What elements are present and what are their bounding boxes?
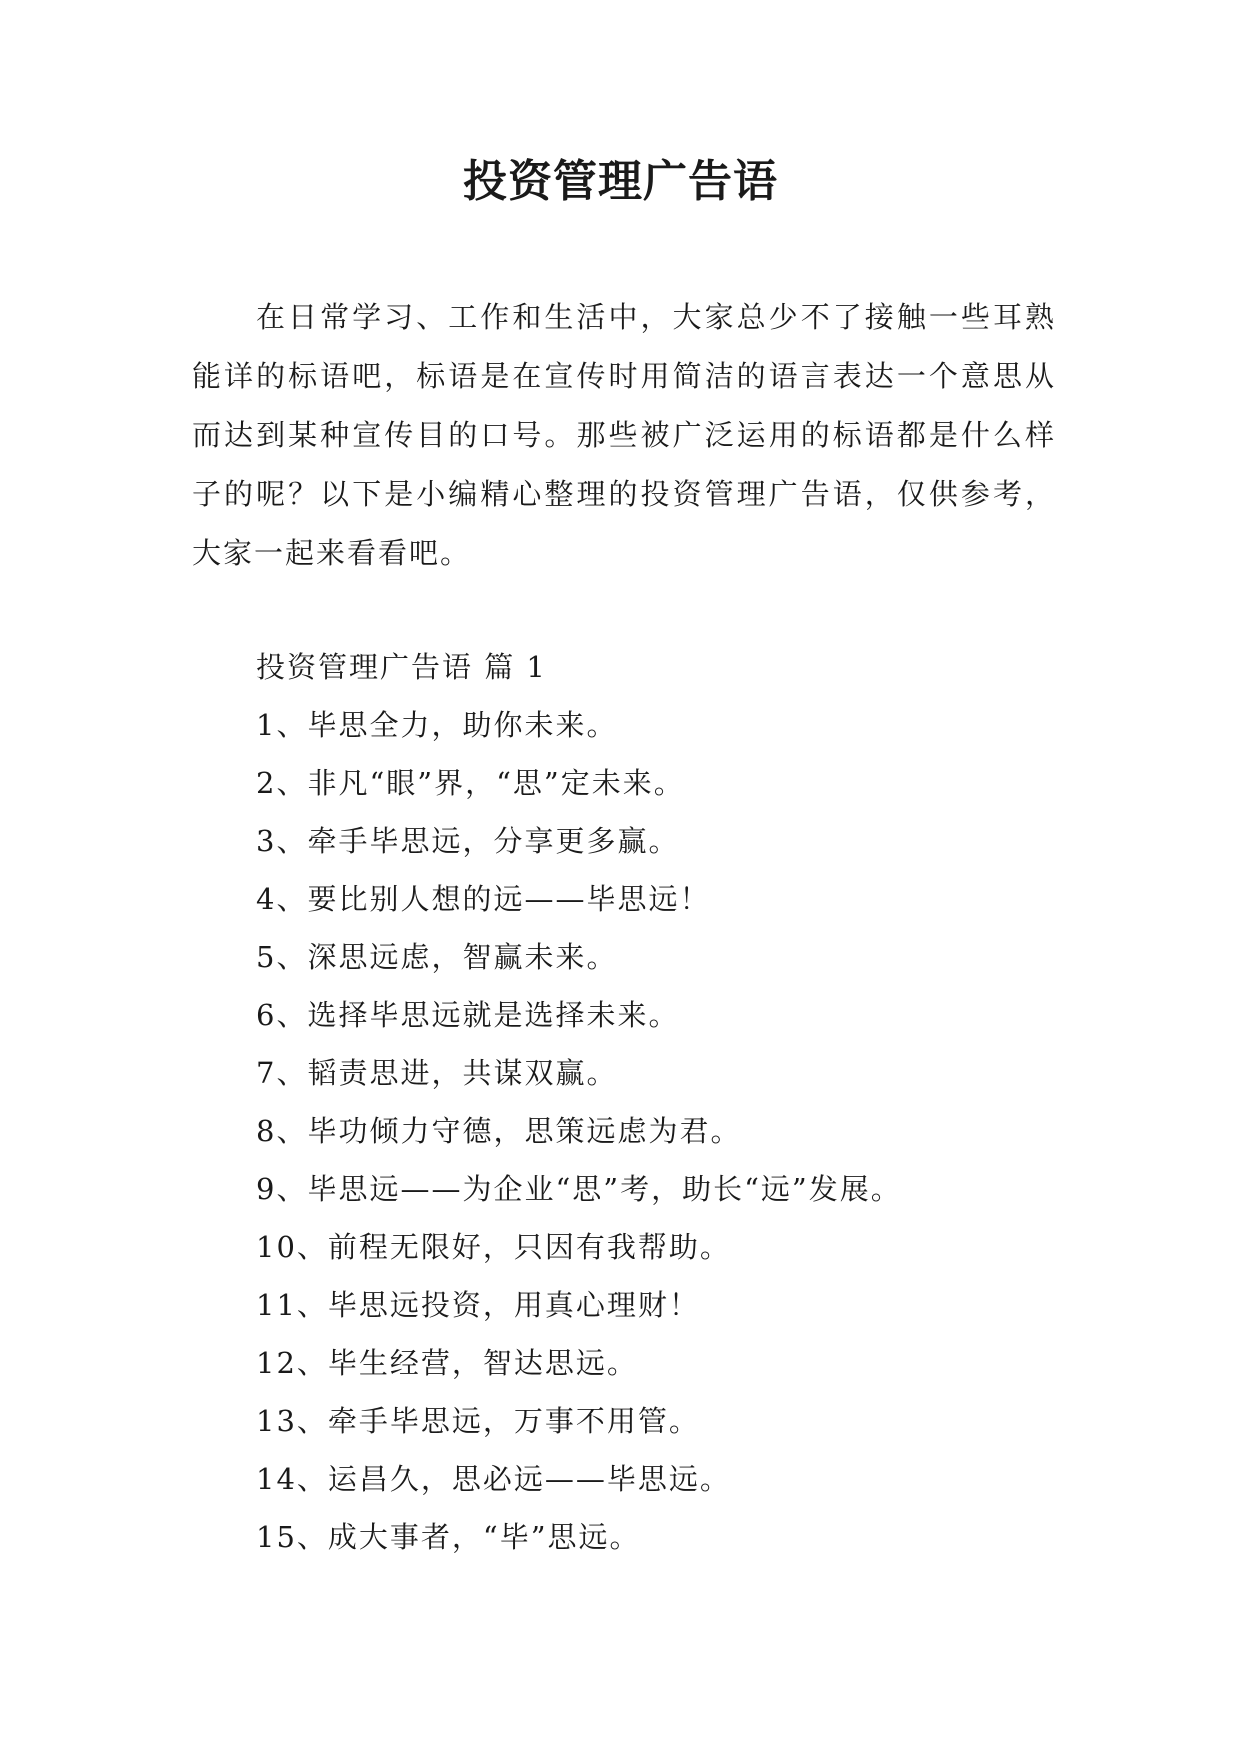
slogan-item: 1、毕思全力，助你未来。 — [256, 708, 618, 742]
slogan-item: 11、毕思远投资，用真心理财！ — [256, 1288, 700, 1322]
document-title: 投资管理广告语 — [463, 156, 778, 207]
slogan-item: 15、成大事者，“毕”思远。 — [256, 1520, 641, 1554]
slogan-list — [256, 696, 1056, 1566]
section-heading: 投资管理广告语 篇 1 — [256, 650, 547, 684]
slogan-item: 12、毕生经营，智达思远。 — [256, 1346, 638, 1380]
slogan-section — [256, 638, 1056, 1566]
slogan-item: 4、要比别人想的远——毕思远！ — [256, 882, 711, 916]
slogan-item: 9、毕思远——为企业“思”考，助长“远”发展。 — [256, 1172, 902, 1206]
slogan-item: 10、前程无限好，只因有我帮助。 — [256, 1230, 731, 1264]
slogan-item: 2、非凡“眼”界，“思”定未来。 — [256, 766, 685, 800]
slogan-item: 7、韬责思进，共谋双赢。 — [256, 1056, 618, 1090]
slogan-item: 5、深思远虑，智赢未来。 — [256, 940, 618, 974]
intro-paragraph: 在日常学习、工作和生活中，大家总少不了接触一些耳熟能详的标语吧，标语是在宣传时用简洁的语言表达一个意思从而达到某种宣传目的口号。那些被广泛运用的标语都是什么样子的呢？以下是小编精心整理的投资管理广告语，仅供参考，大家一起来看看吧。 — [192, 300, 1056, 570]
slogan-item: 13、牵手毕思远，万事不用管。 — [256, 1404, 700, 1438]
slogan-item: 6、选择毕思远就是选择未来。 — [256, 998, 680, 1032]
slogan-item: 8、毕功倾力守德，思策远虑为君。 — [256, 1114, 742, 1148]
slogan-item: 3、牵手毕思远，分享更多赢。 — [256, 824, 680, 858]
slogan-item: 14、运昌久，思必远——毕思远。 — [256, 1462, 731, 1496]
